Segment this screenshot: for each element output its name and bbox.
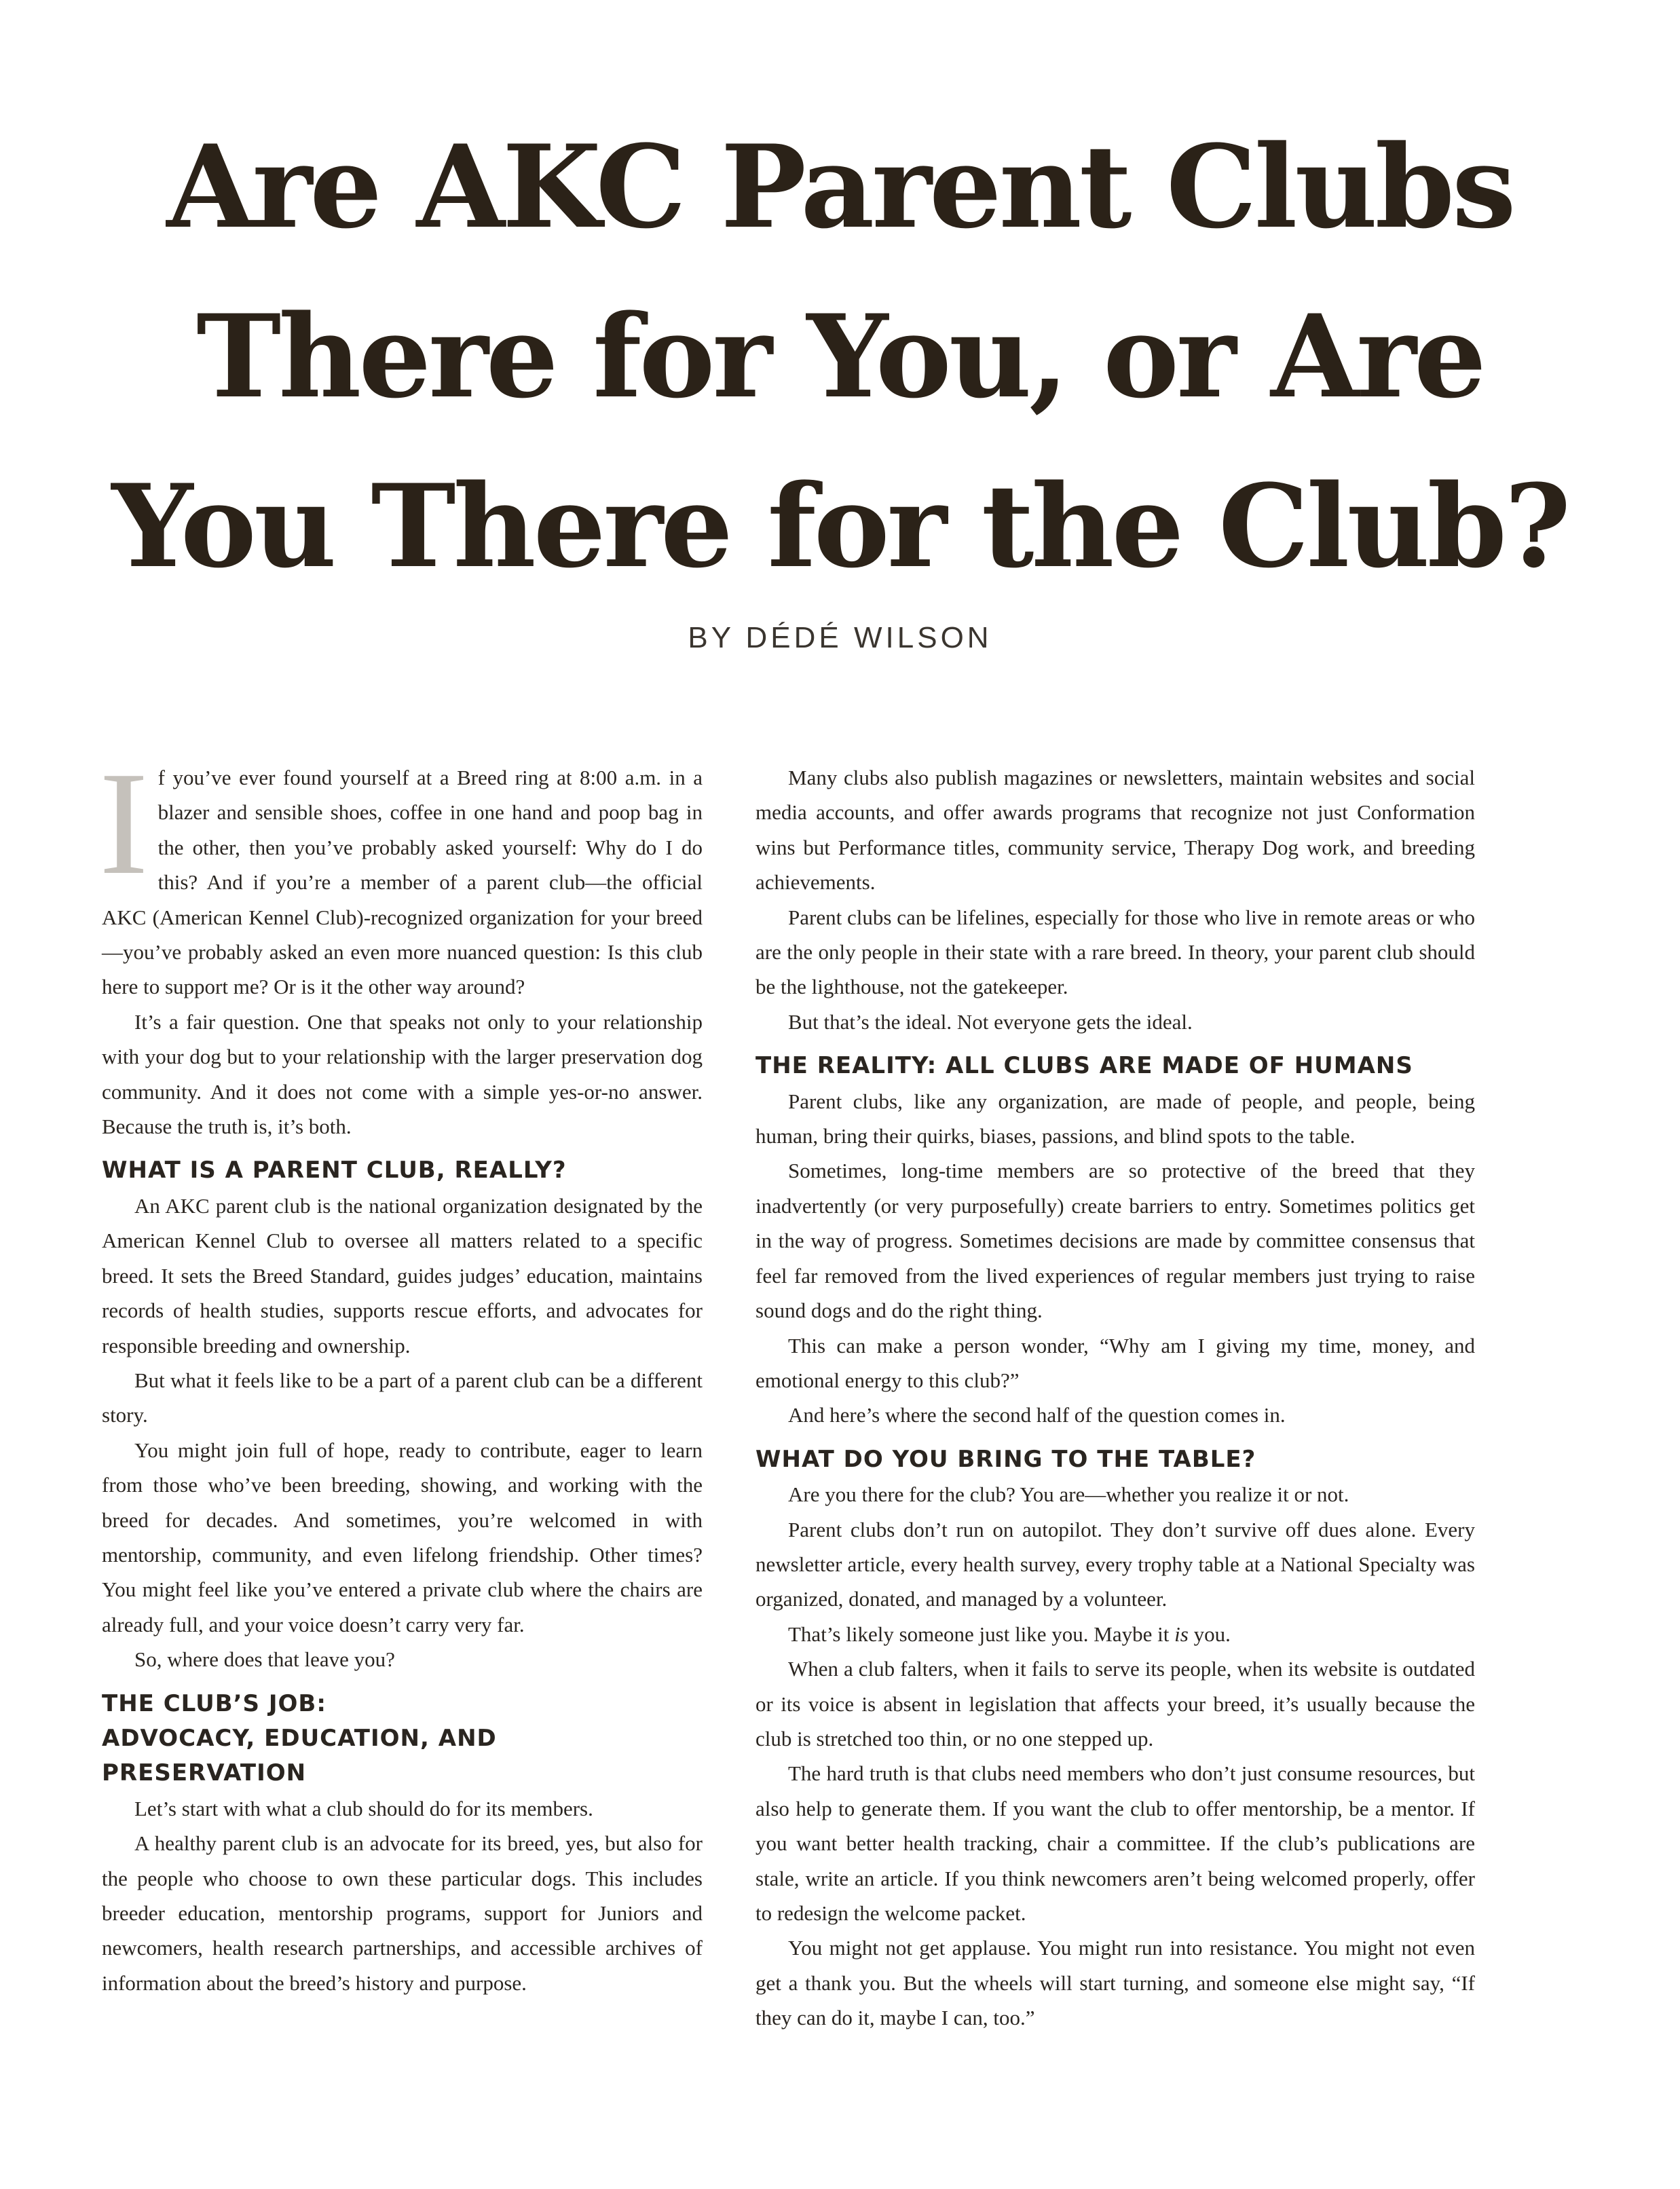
paragraph: This can make a person wonder, “Why am I giving my time, money, and emotional energy to this club?” [755, 1333, 1475, 1392]
title-line: You There for the Club? [111, 459, 1569, 593]
paragraph: An AKC parent club is the national organization designated by the American Kennel Club to oversee all matters related to a specific breed. It sets the Breed Standard, guides judges’ education, maintains records of health studies, supports rescue efforts, and advocates for responsible breeding and ownership. [102, 1193, 703, 1358]
section-heading: THE REALITY: ALL CLUBS ARE MADE OF HUMANS [755, 1052, 1413, 1080]
paragraph: It’s a fair question. One that speaks not only to your relationship with your dog but to your relationship with the larger preservation dog community. And it does not come with a simple yes-or-no answer. Because the truth is, it’s both. [102, 1009, 703, 1139]
paragraph: And here’s where the second half of the question comes in. [788, 1403, 1286, 1427]
section-heading [102, 1687, 703, 1791]
right-column [755, 760, 1475, 2036]
drop-cap: I [99, 742, 149, 905]
title-line: Are AKC Parent Clubs [166, 119, 1514, 254]
paragraph: A healthy parent club is an advocate for its breed, yes, but also for the people who choose to own these particular dogs. This includes breeder education, mentorship programs, support for Juniors and newcomers, health research partnerships, and accessible archives of information about the breed’s history and purpose. [102, 1831, 703, 1995]
paragraph: But that’s the ideal. Not everyone gets the ideal. [788, 1009, 1193, 1034]
left-column [99, 742, 703, 2000]
article-title [0, 102, 1680, 611]
paragraph: The hard truth is that clubs need members who don’t just consume resources, but also help to generate them. If you want the club to offer mentorship, be a mentor. If you want better health tracking, chair a committee. If the club’s publications are stale, write an article. If you think newcomers aren’t being welcomed properly, offer to redesign the welcome packet. [755, 1761, 1475, 1925]
intro-paragraph [99, 742, 703, 1005]
heading-line: ADVOCACY, EDUCATION, AND PRESERVATION [102, 1724, 497, 1787]
title-line: There for You, or Are [196, 289, 1484, 424]
paragraph: Are you there for the club? You are—whether you realize it or not. [788, 1482, 1349, 1507]
paragraph [755, 1617, 1475, 1651]
paragraph: When a club falters, when it fails to serve its people, when its website is outdated or its voice is absent in legislation that affects your breed, it’s usually because the club is stretched too thin, or no one stepped up. [755, 1657, 1475, 1751]
paragraph: So, where does that leave you? [134, 1647, 395, 1672]
byline: BY DÉDÉ WILSON [688, 621, 992, 654]
emphasis: is [1174, 1622, 1189, 1646]
section-heading: WHAT DO YOU BRING TO THE TABLE? [755, 1445, 1256, 1473]
text-run: That’s likely someone just like you. Maybe it [788, 1622, 1175, 1646]
paragraph: You might join full of hope, ready to contribute, eager to learn from those who’ve been breeding, showing, and working with the breed for decades. And sometimes, you’re welcomed in with mentorship, community, and even lifelong friendship. Other times? You might feel like you’ve entered a private club where the chairs are already full, and your voice doesn’t carry very far. [102, 1438, 703, 1636]
text-run: you. [1188, 1622, 1231, 1646]
paragraph: Parent clubs don’t run on autopilot. They don’t survive off dues alone. Every newsletter article, every health survey, every trophy table at a National Specialty was organized, donated, and managed by a volunteer. [755, 1517, 1475, 1611]
paragraph: Many clubs also publish magazines or newsletters, maintain websites and social media accounts, and offer awards programs that recognize not just Conformation wins but Performance titles, community service, Therapy Dog work, and breeding achievements. [755, 766, 1475, 895]
section-heading: WHAT IS A PARENT CLUB, REALLY? [102, 1157, 567, 1184]
paragraph: Sometimes, long-time members are so protective of the breed that they inadvertently (or very purposefully) create barriers to entry. Sometimes politics get in the way of progress. Sometimes decisions are made by committee consensus that feel far removed from the lived experiences of regular members just trying to raise sound dogs and do the right thing. [755, 1159, 1475, 1323]
heading-line: THE CLUB’S JOB: [102, 1689, 326, 1717]
paragraph: But what it feels like to be a part of a parent club can be a different story. [102, 1368, 703, 1427]
paragraph: Parent clubs can be lifelines, especially for those who live in remote areas or who are the only people in their state with a rare breed. In theory, your parent club should be the lighthouse, not the gatekeeper. [755, 905, 1475, 999]
paragraph: Let’s start with what a club should do for its members. [134, 1796, 593, 1820]
paragraph: Parent clubs, like any organization, are made of people, and people, being human, bring their quirks, biases, passions, and blind spots to the table. [755, 1089, 1475, 1148]
paragraph: You might not get applause. You might run into resistance. You might not even get a thank you. But the wheels will start turning, and someone else might say, “If they can do it, maybe I can, too.” [755, 1936, 1475, 2030]
intro-text: f you’ve ever found yourself at a Breed ring at 8:00 a.m. in a blazer and sensible shoes, coffee in one hand and poop bag in the other, then you’ve probably asked yourself: Why do I do this? And if you’re a member of a parent club—the official AKC (American Kennel Club)-recognized organization for your breed—you’ve probably asked an even more nuanced question: Is this club here to support me? Or is it the other way around? [102, 766, 703, 999]
